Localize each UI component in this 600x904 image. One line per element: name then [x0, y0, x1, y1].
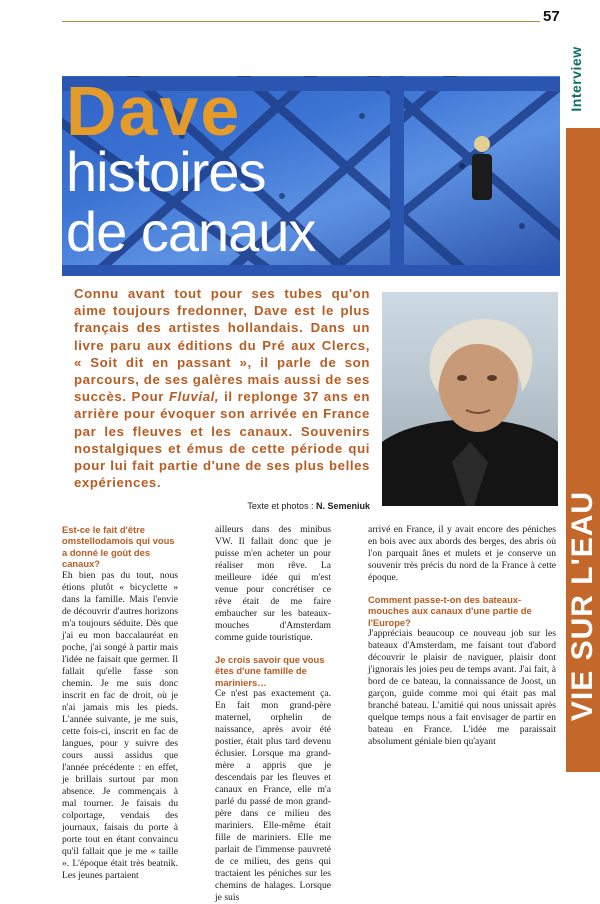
article-title: Dave — [66, 72, 242, 150]
section-label — [568, 24, 584, 134]
answer-1-continued: ailleurs dans des minibus VW. Il fallait donc que je puisse m'en acheter un pour réaliser mon rêve. La meilleure idée qui m'est venue pour concrétiser ce rêve était de me faire embaucher sur les bateaux-mouches d'Amsterdam comme guide touristique. — [215, 524, 331, 643]
subtitle-line-1: histoires — [66, 140, 266, 203]
magazine-name: Fluvial, — [168, 389, 220, 405]
article-column-3 — [368, 524, 556, 748]
page-number: 57 — [543, 8, 560, 25]
intro-paragraph — [74, 285, 370, 491]
answer-2: Ce n'est pas exactement ça. En fait mon grand-père maternel, orphelin de naissance, après avoir été postier, était plus tard devenu éclusier. Lorsque ma grand-mère a appris que je descendais par les fleuves et canaux en France, elle m'a parlé du passé de mon grand-père dans ce milieu des mariniers. Elle-même était fille de mariniers. Elle me parlait de l'immense pauvreté de ce milieu, des gens qui tractaient les péniches sur les chemins de halages. Lorsque je suis — [215, 688, 331, 904]
article-column-1 — [62, 524, 178, 882]
article-column-2 — [215, 524, 331, 904]
question-1: Est-ce le fait d'être omstellodamois qui vous a donné le goût des canaux? — [62, 524, 175, 570]
answer-3: J'appréciais beaucoup ce nouveau job sur les bateaux d'Amsterdam, me faisant tout d'abord découvrir le plaisir de naviguer, plaisir dont j'ignorais les joies peu de temps avant. J'ai fait, à bord de ce bateau, la connaissance de Joost, un garçon, guide comme moi qui était pas mal branché bateau. L'amitié qui nous unissait après quelque temps nous a fait envisager de partir en bateau en France. L'idée me paraissait absolument géniale bien qu'ayant — [368, 628, 556, 748]
answer-2-continued: arrivé en France, il y avait encore des péniches en bois avec aux abords des berges, des abris où l'on parquait ânes et mulets et je conserve un souvenir très précis du nord de la France à cette époque. — [368, 524, 556, 583]
intro-part-1: Connu avant tout pour ses tubes qu'on aime toujours fredonner, Dave est le plus français des artistes hollandais. Dans un livre paru aux éditions du Pré aux Clercs, « Soit dit en passant », il parle de son parcours, de ses galères mais aussi de ses succès. Pour — [74, 286, 370, 405]
article-subtitle — [66, 142, 315, 262]
credit-author: N. Semeniuk — [315, 501, 370, 511]
side-band-title-text: VIE SUR L'EAU — [566, 490, 599, 722]
portrait-illustration — [382, 292, 558, 506]
portrait-photo — [382, 292, 558, 506]
photo-credit — [215, 501, 370, 511]
question-2: Je crois savoir que vous êtes d'une famille de mariniers… — [215, 654, 325, 688]
answer-1: Eh bien pas du tout, nous étions plutôt « bicyclette » dans la famille. Mais l'envie de découvrir d'autres horizons m'a toujours séduite. Dès que j'ai eu mon baccalauréat en poche, j'ai songé à partir mais l'idée ne faisait que germer. Il fallait qu'elle fasse son chemin. Je me suis donc inscrit en fac de droit, où je n'ai jamais mis les pieds. L'année suivante, je me suis, cette fois-ci, inscrit en fac de langues, pour y suivre des cours aussi assidus que l'année précédente : en effet, je brillais surtout par mon absence. Je commençais à mal tourner. Je faisais du colportage, vendais des journaux, faisais du porte à porte tout en étant convaincu qu'il fallait que je me « taille ». L'époque était très beatnik. Les jeunes partaient — [62, 569, 178, 881]
header-rule — [62, 21, 540, 22]
intro-part-2: il replonge 37 ans en arrière pour évoquer son arrivée en France par les fleuves et les canaux. Souvenirs nostalgiques et émus de cette période qui pour lui fait partie d'une de ses plus belles expériences. — [74, 389, 370, 491]
credit-label: Texte et photos : — [247, 501, 314, 511]
section-label-text: Interview — [568, 46, 584, 112]
subtitle-line-2: de canaux — [66, 200, 316, 263]
side-band-title — [566, 440, 600, 772]
figure-on-bridge — [472, 136, 492, 200]
question-3: Comment passe-t-on des bateaux-mouches aux canaux d'une partie de l'Europe? — [368, 594, 532, 628]
